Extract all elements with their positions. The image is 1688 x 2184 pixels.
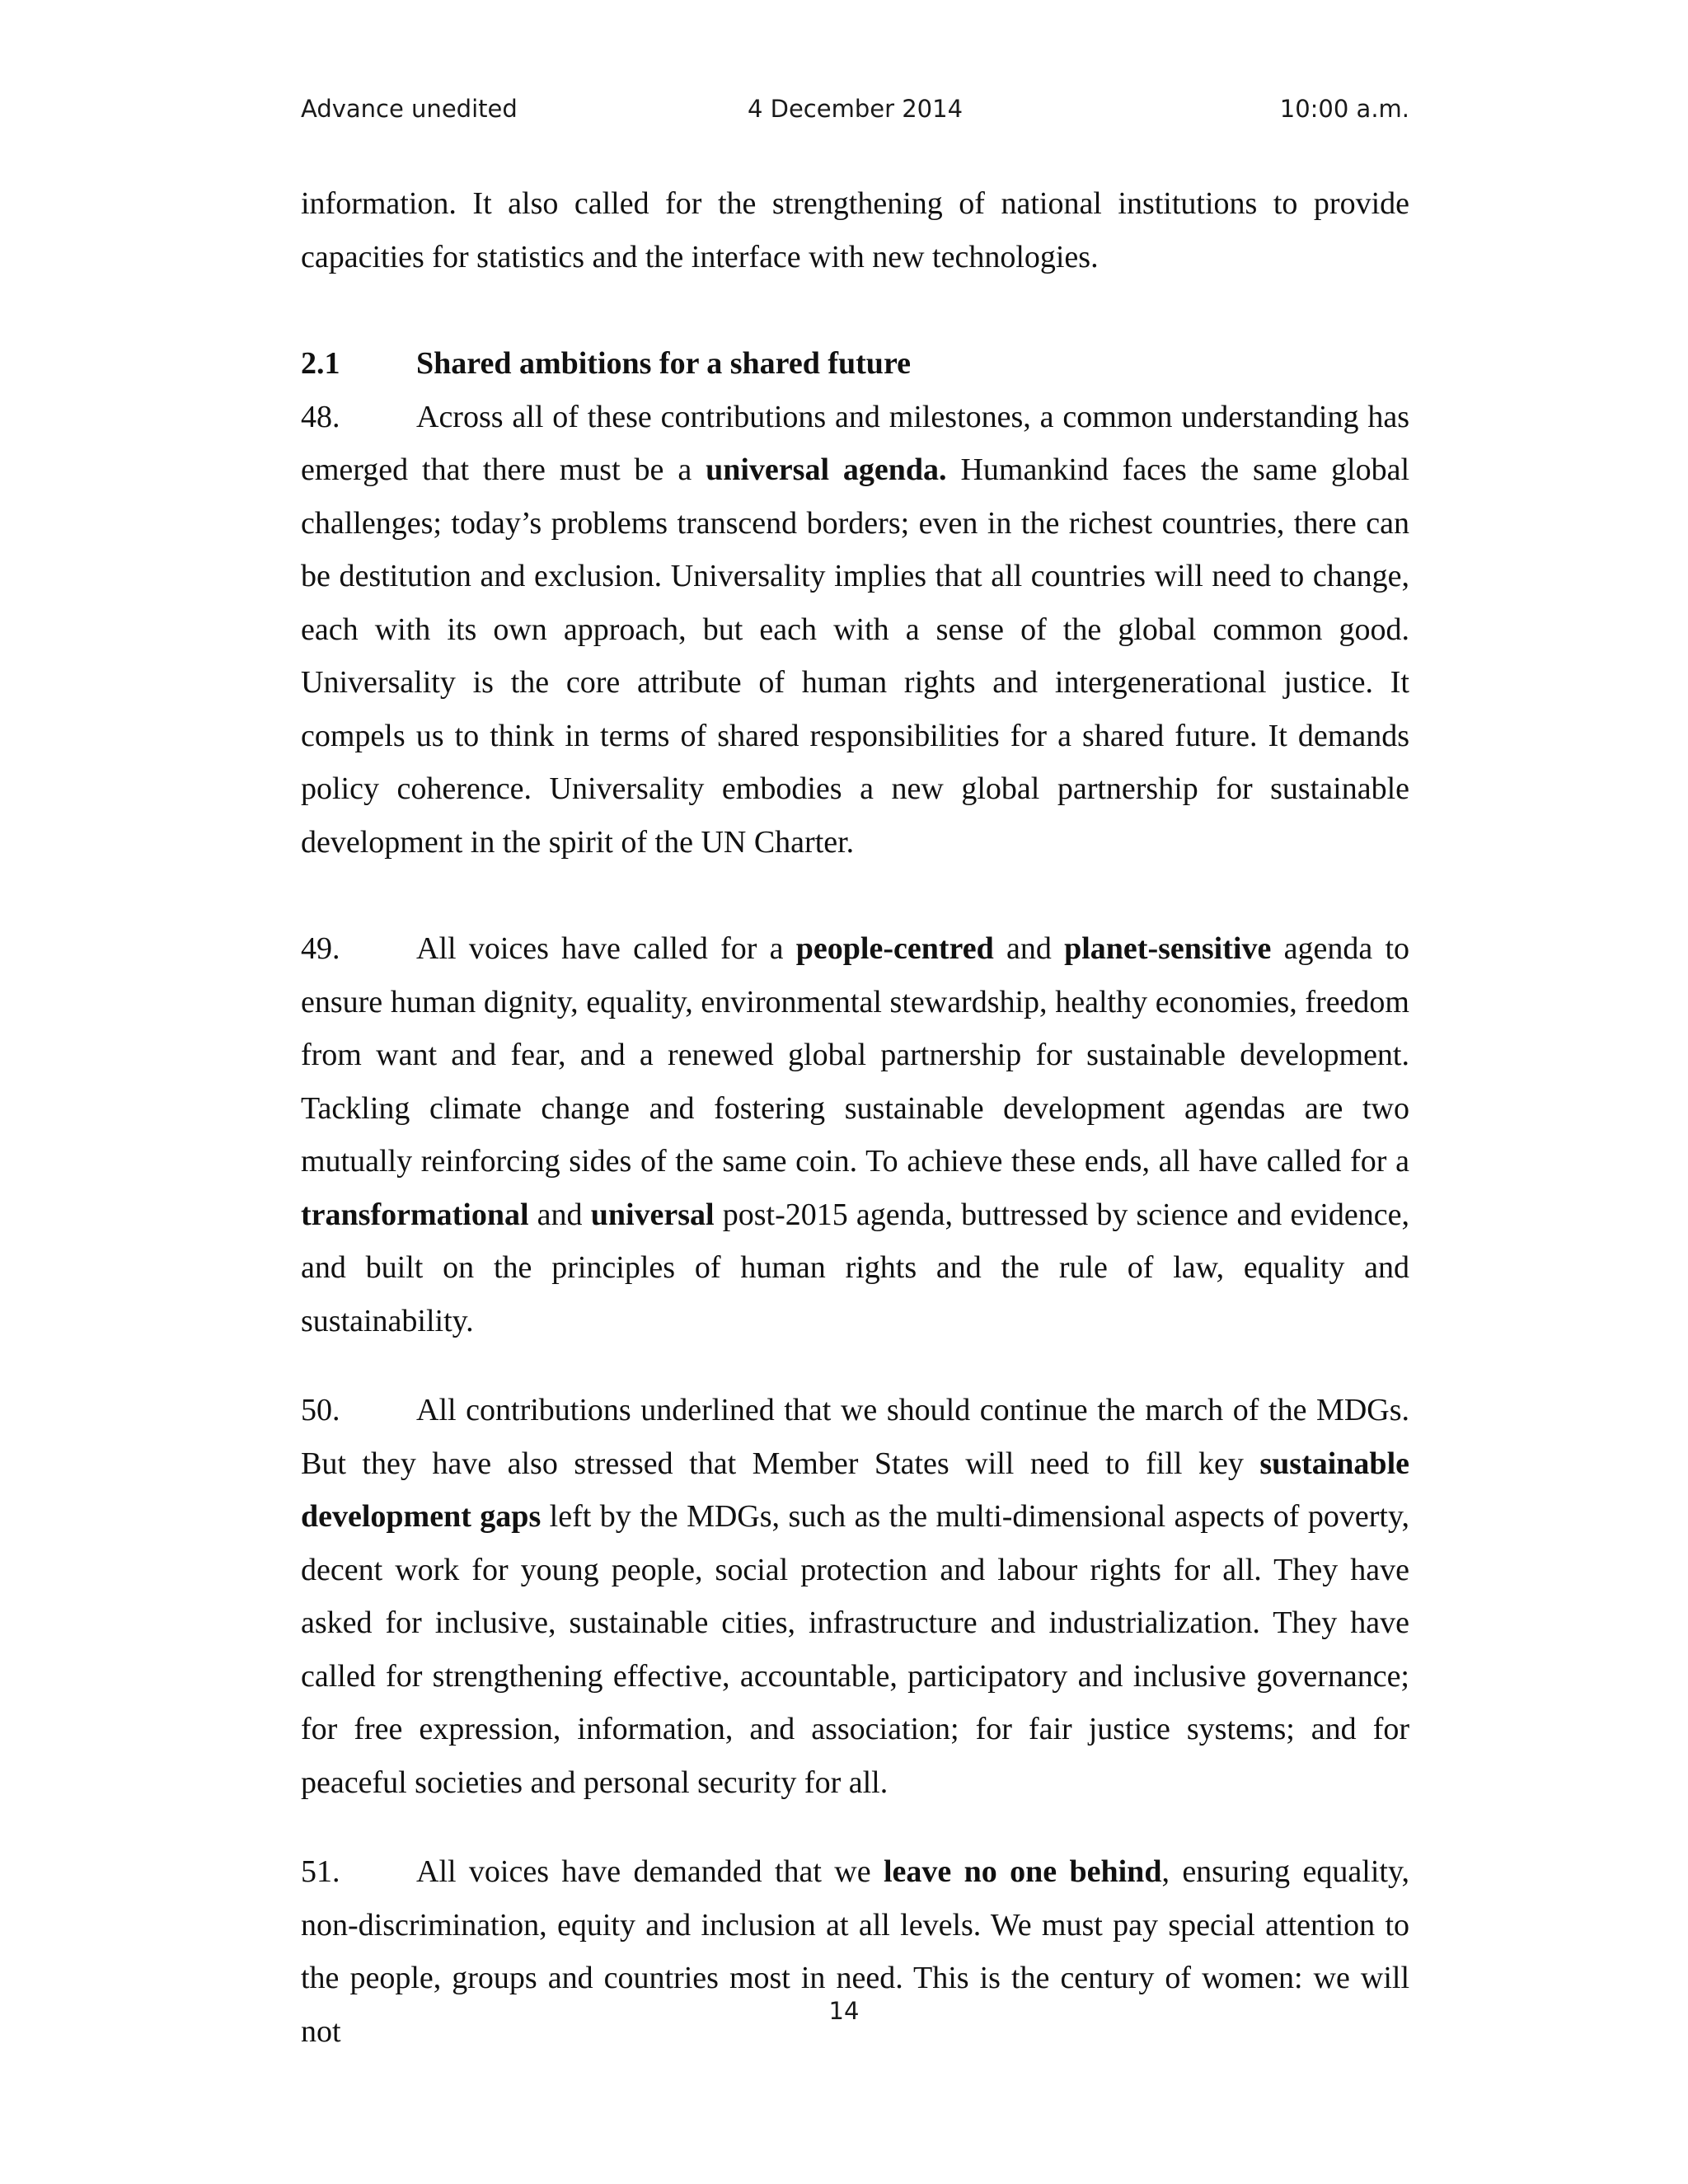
paragraph-text: and: [528, 1197, 591, 1232]
paragraph-text: All voices have called for a: [416, 931, 796, 966]
paragraph-50: [301, 1384, 1409, 1809]
paragraph-text: Humankind faces the same global challenges; today’s problems transcend borders; even in the richest countries, there can be destitution and exclusion. Universality implies that all countries will need to change, each with its own approach, but each with a sense of the global common good. Universality is the core attribute of human rights and intergenerational justice. It compels us to think in terms of shared responsibilities for a shared future. It demands policy coherence. Universality embodies a new global partnership for sustainable development in the spirit of the UN Charter.: [301, 452, 1410, 860]
header-status: Advance unedited: [301, 95, 518, 123]
paragraph-48: [301, 391, 1409, 869]
paragraph-number: 50.: [301, 1393, 340, 1427]
paragraph-text: post-2015 agenda, buttressed by science and evidence, and built on the principles of human rights and the rule of law, equality and sustainability.: [301, 1197, 1409, 1338]
section-heading: [301, 337, 1409, 391]
paragraph-text: left by the MDGs, such as the multi-dimensional aspects of poverty, decent work for young people, social protection and labour rights for all. They have asked for inclusive, sustainable cities, infrastructure and industrialization. They have called for strengthening effective, accountable, participatory and inclusive governance; for free expression, information, and association; for fair justice systems; and for peaceful societies and personal security for all.: [301, 1499, 1409, 1800]
emphasis-text: universal: [590, 1197, 715, 1232]
page-number: 14: [828, 1997, 860, 2025]
paragraph-text: All contributions underlined that we should continue the march of the MDGs. But they have also stressed that Member States will need to fill key: [301, 1393, 1409, 1481]
paragraph-number: 49.: [301, 931, 340, 966]
emphasis-text: leave no one behind: [883, 1854, 1162, 1889]
paragraph-number: 51.: [301, 1854, 340, 1889]
emphasis-text: sustainable development gaps: [301, 1446, 1409, 1534]
paragraph-49: [301, 922, 1409, 1347]
paragraph-text: and: [993, 931, 1065, 966]
intro-paragraph: information. It also called for the strengthening of national institutions to provide capacities for statistics and the interface with new technologies.: [301, 186, 1409, 274]
paragraph-text: All voices have demanded that we: [416, 1854, 884, 1889]
paragraph-text: agenda to ensure human dignity, equality, environmental stewardship, healthy economies, freedom from want and fear, and a renewed global partnership for sustainable development. Tackling climate change and fostering sustainable development agendas are two mutually reinforcing sides of the same coin. To achieve these ends, all have called for a: [301, 931, 1409, 1179]
paragraph-number: 48.: [301, 399, 340, 434]
emphasis-text: people-centred: [795, 931, 994, 966]
page-header: [301, 92, 1409, 125]
emphasis-text: universal agenda.: [706, 452, 947, 487]
section-number: 2.1: [301, 346, 340, 381]
emphasis-text: transformational: [301, 1197, 529, 1232]
header-date: 4 December 2014: [747, 95, 964, 123]
paragraph-text: Across all of these contributions and milestones, a common understanding has emerged that there must be a: [301, 399, 1409, 487]
header-time: 10:00 a.m.: [1279, 95, 1409, 123]
document-body: [301, 177, 1409, 2058]
emphasis-text: planet-sensitive: [1064, 931, 1272, 966]
section-title: Shared ambitions for a shared future: [416, 346, 911, 381]
paragraph-text: , ensuring equality, non-discrimination, equity and inclusion at all levels. We must pay special attention to the people, groups and countries most in need. This is the century of women: we will not: [301, 1854, 1409, 2049]
